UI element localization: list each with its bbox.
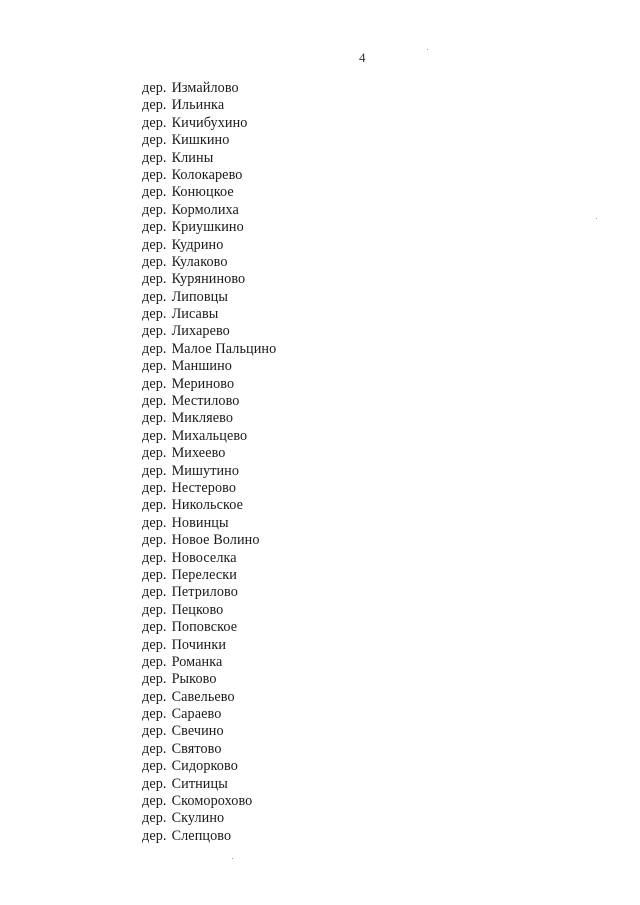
list-item <box>142 410 276 427</box>
list-item <box>142 219 276 236</box>
list-item <box>142 80 276 97</box>
village-prefix: дер. <box>142 462 167 479</box>
village-prefix: дер. <box>142 810 167 827</box>
list-item <box>142 828 276 845</box>
list-item <box>142 428 276 445</box>
village-prefix: дер. <box>142 601 167 618</box>
village-prefix: дер. <box>142 149 167 166</box>
village-prefix: дер. <box>142 97 167 114</box>
village-name: Рыково <box>171 671 217 688</box>
village-prefix: дер. <box>142 740 167 757</box>
village-prefix: дер. <box>142 827 167 844</box>
village-prefix: дер. <box>142 358 167 375</box>
list-item <box>142 619 276 636</box>
village-prefix: дер. <box>142 132 167 149</box>
village-prefix: дер. <box>142 427 167 444</box>
list-item <box>142 793 276 810</box>
village-prefix: дер. <box>142 393 167 410</box>
village-prefix: дер. <box>142 706 167 723</box>
village-name: Колокарево <box>171 166 243 183</box>
village-name: Ситницы <box>171 775 228 792</box>
list-item <box>142 515 276 532</box>
village-prefix: дер. <box>142 793 167 810</box>
village-prefix: дер. <box>142 340 167 357</box>
village-prefix: дер. <box>142 114 167 131</box>
village-prefix: дер. <box>142 723 167 740</box>
list-item <box>142 323 276 340</box>
village-name: Липовцы <box>171 288 228 305</box>
village-name: Куряниново <box>171 271 246 288</box>
page-number: 4 <box>359 50 366 65</box>
village-prefix: дер. <box>142 253 167 270</box>
village-prefix: дер. <box>142 671 167 688</box>
scan-speck <box>596 218 597 219</box>
list-item <box>142 584 276 601</box>
village-name: Кишкино <box>171 132 230 149</box>
list-item <box>142 358 276 375</box>
village-prefix: дер. <box>142 653 167 670</box>
village-name: Клины <box>171 149 214 166</box>
list-item <box>142 184 276 201</box>
scan-speck <box>427 49 428 50</box>
village-prefix: дер. <box>142 688 167 705</box>
list-item <box>142 602 276 619</box>
list-item <box>142 480 276 497</box>
village-name: Пецково <box>171 601 224 618</box>
village-name: Маншино <box>171 358 232 375</box>
village-name: Лихарево <box>171 323 230 340</box>
village-name: Кудрино <box>171 236 224 253</box>
village-prefix: дер. <box>142 166 167 183</box>
list-item <box>142 97 276 114</box>
village-name: Михеево <box>171 445 226 462</box>
list-item <box>142 654 276 671</box>
list-item <box>142 463 276 480</box>
scan-speck <box>232 858 233 859</box>
village-name: Новоселка <box>171 549 237 566</box>
village-prefix: дер. <box>142 479 167 496</box>
list-item <box>142 376 276 393</box>
village-name: Кормолиха <box>171 201 239 218</box>
village-prefix: дер. <box>142 758 167 775</box>
village-prefix: дер. <box>142 236 167 253</box>
list-item <box>142 637 276 654</box>
list-item <box>142 445 276 462</box>
village-name: Скулино <box>171 810 225 827</box>
village-name: Михальцево <box>171 427 248 444</box>
list-item <box>142 810 276 827</box>
village-prefix: дер. <box>142 410 167 427</box>
list-item <box>142 254 276 271</box>
village-prefix: дер. <box>142 566 167 583</box>
list-item <box>142 202 276 219</box>
village-name: Слепцово <box>171 827 232 844</box>
village-name: Новинцы <box>171 514 229 531</box>
village-name: Поповское <box>171 619 238 636</box>
village-name: Кулаково <box>171 253 228 270</box>
village-prefix: дер. <box>142 306 167 323</box>
village-prefix: дер. <box>142 271 167 288</box>
village-prefix: дер. <box>142 201 167 218</box>
list-item <box>142 237 276 254</box>
list-item <box>142 741 276 758</box>
village-prefix: дер. <box>142 80 167 96</box>
village-name: Микляево <box>171 410 234 427</box>
village-prefix: дер. <box>142 375 167 392</box>
village-prefix: дер. <box>142 584 167 601</box>
village-prefix: дер. <box>142 323 167 340</box>
village-name: Сидорково <box>171 758 238 775</box>
village-prefix: дер. <box>142 497 167 514</box>
village-prefix: дер. <box>142 288 167 305</box>
village-name: Малое Пальцино <box>171 340 277 357</box>
list-item <box>142 723 276 740</box>
village-name: Мериново <box>171 375 235 392</box>
village-name: Савельево <box>171 688 235 705</box>
village-name: Перелески <box>171 566 237 583</box>
village-name: Ильинка <box>171 97 225 114</box>
list-item <box>142 341 276 358</box>
list-item <box>142 671 276 688</box>
list-item <box>142 150 276 167</box>
village-name: Новое Волино <box>171 532 260 549</box>
village-list <box>142 80 276 845</box>
village-prefix: дер. <box>142 532 167 549</box>
village-name: Никольское <box>171 497 244 514</box>
village-name: Кичибухино <box>171 114 248 131</box>
village-prefix: дер. <box>142 549 167 566</box>
village-name: Лисавы <box>171 306 219 323</box>
village-name: Конюцкое <box>171 184 234 201</box>
village-prefix: дер. <box>142 184 167 201</box>
list-item <box>142 550 276 567</box>
list-item <box>142 306 276 323</box>
village-name: Мишутино <box>171 462 240 479</box>
village-prefix: дер. <box>142 445 167 462</box>
list-item <box>142 289 276 306</box>
list-item <box>142 132 276 149</box>
village-name: Романка <box>171 653 223 670</box>
village-prefix: дер. <box>142 775 167 792</box>
list-item <box>142 758 276 775</box>
village-prefix: дер. <box>142 619 167 636</box>
village-name: Петрилово <box>171 584 238 601</box>
village-prefix: дер. <box>142 219 167 236</box>
list-item <box>142 271 276 288</box>
village-name: Скоморохово <box>171 793 253 810</box>
list-item <box>142 689 276 706</box>
list-item <box>142 567 276 584</box>
village-prefix: дер. <box>142 636 167 653</box>
list-item <box>142 776 276 793</box>
village-prefix: дер. <box>142 514 167 531</box>
village-name: Починки <box>171 636 227 653</box>
village-name: Нестерово <box>171 479 237 496</box>
list-item <box>142 167 276 184</box>
village-name: Свечино <box>171 723 224 740</box>
list-item <box>142 393 276 410</box>
list-item <box>142 497 276 514</box>
list-item <box>142 532 276 549</box>
list-item <box>142 706 276 723</box>
village-name: Измайлово <box>171 80 239 96</box>
village-name: Местилово <box>171 393 240 410</box>
village-name: Сараево <box>171 706 222 723</box>
village-name: Криушкино <box>171 219 244 236</box>
list-item <box>142 115 276 132</box>
village-name: Святово <box>171 740 222 757</box>
